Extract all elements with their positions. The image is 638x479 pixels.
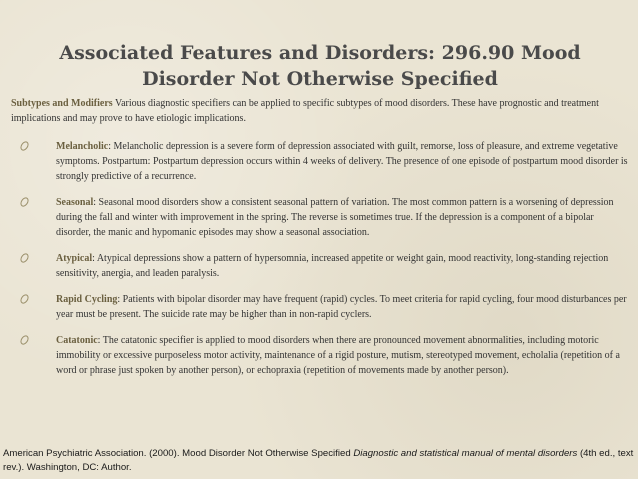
item-text: : Patients with bipolar disorder may have frequent (rapid) cycles. To meet criteria for rapid cycling, four mood disturbances per year must be present. The suicide rate may be higher than in non-rapid cyclers. bbox=[56, 294, 627, 320]
intro-lead: Subtypes and Modifiers bbox=[11, 98, 113, 109]
list-item-atypical bbox=[0, 251, 638, 281]
item-term: Melancholic bbox=[56, 141, 109, 152]
bullet-icon bbox=[19, 140, 30, 152]
item-term: Rapid Cycling bbox=[56, 294, 118, 305]
list-item-melancholic bbox=[0, 139, 638, 184]
bullet-icon bbox=[19, 252, 30, 264]
citation bbox=[3, 447, 635, 475]
bullet-icon bbox=[19, 334, 30, 346]
subtype-list bbox=[0, 139, 638, 378]
intro-text: Various diagnostic specifiers can be applied to specific subtypes of mood disorders. These have prognostic and treatment implications and may prove to have etiologic implications. bbox=[11, 98, 599, 124]
list-item-seasonal bbox=[0, 195, 638, 240]
page-title: Associated Features and Disorders: 296.90 Mood Disorder Not Otherwise Specified bbox=[59, 42, 581, 90]
item-term: Catatonic bbox=[56, 335, 98, 346]
bullet-icon bbox=[19, 293, 30, 305]
item-text: : The catatonic specifier is applied to mood disorders when there are pronounced movement abnormalities, including motoric immobility or excessive purposeless motor activity, maintenance of a rigid posture, mutism, stereotyped movement, echolalia (repetition of a word or phrase just spoken by another person), or echopraxia (repetition of movements made by another person). bbox=[56, 335, 620, 376]
intro-paragraph bbox=[11, 96, 629, 126]
citation-title: Diagnostic and statistical manual of mental disorders bbox=[353, 448, 578, 459]
bullet-icon bbox=[19, 196, 30, 208]
item-term: Atypical bbox=[56, 253, 93, 264]
item-text: : Atypical depressions show a pattern of hypersomnia, increased appetite or weight gain, mood reactivity, long-standing rejection sensitivity, anergia, and leaden paralysis. bbox=[56, 253, 609, 279]
list-item-catatonic bbox=[0, 333, 638, 378]
item-text: : Seasonal mood disorders show a consistent seasonal pattern of variation. The most common pattern is a worsening of depression during the fall and winter with improvement in the spring. The reverse is sometimes true. If the depression is a component of a bipolar disorder, the manic and hypomanic episodes may show a seasonal association. bbox=[56, 197, 614, 238]
citation-post: (4th ed., text rev.). Washington, DC: Author. bbox=[3, 448, 634, 473]
item-text: : Melancholic depression is a severe form of depression associated with guilt, remorse, loss of pleasure, and extreme vegetative symptoms. Postpartum: Postpartum depression occurs within 4 weeks of delivery. The presence of one episode of postpartum mood disorder is strongly predictive of a recurrence. bbox=[56, 141, 628, 182]
list-item-rapid-cycling bbox=[0, 292, 638, 322]
citation-pre: American Psychiatric Association. (2000). Mood Disorder Not Otherwise Specified bbox=[3, 448, 354, 459]
item-term: Seasonal bbox=[56, 197, 94, 208]
